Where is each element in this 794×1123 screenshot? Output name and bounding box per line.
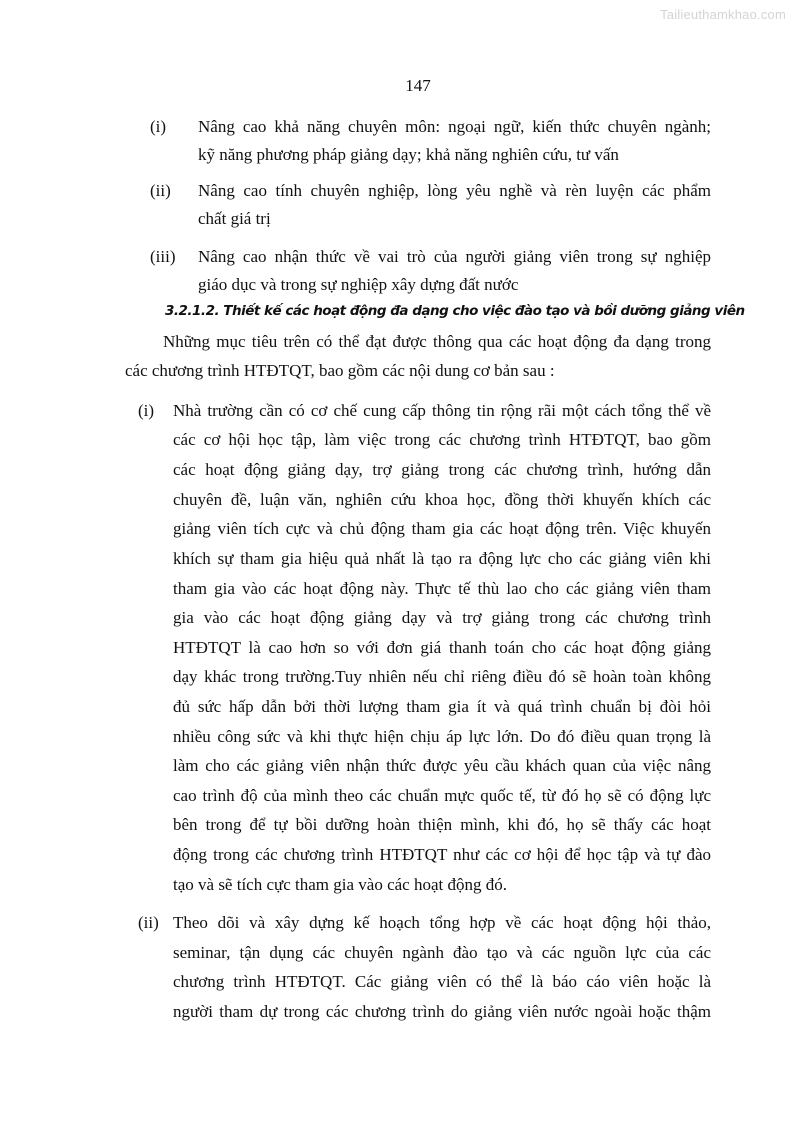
- list-item-line: Nâng cao tính chuyên nghiệp, lòng yêu nghề và rèn luyện các phẩm: [198, 181, 711, 200]
- page-number: 147: [405, 76, 431, 95]
- list-item-line: làm cho các giảng viên nhận thức được yêu cầu khách quan của việc nâng: [173, 756, 711, 775]
- list-item-line: giáo dục và trong sự nghiệp xây dựng đất nước: [198, 275, 519, 294]
- list-item-line: gia vào các hoạt động giảng dạy và trợ giảng trong các chương trình: [173, 608, 711, 627]
- list-item-line: Theo dõi và xây dựng kế hoạch tổng hợp về các hoạt động hội thảo,: [173, 913, 711, 932]
- watermark: Tailieuthamkhao.com: [660, 7, 786, 22]
- list-item-line: tham gia vào các hoạt động này. Thực tế thù lao cho các giảng viên tham: [173, 579, 711, 598]
- list-item-line: dạy khác trong trường.Tuy nhiên nếu chỉ riêng điều đó sẽ hoàn toàn không: [173, 667, 711, 686]
- list-marker: (ii): [138, 913, 159, 932]
- list-item-line: các hoạt động giảng dạy, trợ giảng trong các chương trình, hướng dẫn: [173, 460, 711, 479]
- list-item-line: chất giá trị: [198, 209, 271, 228]
- list-item-line: nhiều công sức và khi thực hiện chịu áp lực lớn. Do đó điều quan trọng là: [173, 727, 711, 746]
- list-item-line: khích sự tham gia hiệu quả nhất là tạo ra động lực cho các giảng viên khi: [173, 549, 711, 568]
- list-item-line: tạo và sẽ tích cực tham gia vào các hoạt động đó.: [173, 875, 507, 894]
- list-item-line: chương trình HTĐTQT. Các giảng viên có thể là báo cáo viên hoặc là: [173, 972, 711, 991]
- list-item-line: chuyên đề, luận văn, nghiên cứu khoa học, đồng thời khuyến khích các: [173, 490, 711, 509]
- list-item-line: các cơ hội học tập, làm việc trong các chương trình HTĐTQT, bao gồm: [173, 430, 711, 449]
- list-item-line: Nâng cao khả năng chuyên môn: ngoại ngữ, kiến thức chuyên ngành;: [198, 117, 711, 136]
- list-item-line: động trong các chương trình HTĐTQT như các cơ hội để học tập và tự đào: [173, 845, 711, 864]
- list-item-line: kỹ năng phương pháp giảng dạy; khả năng nghiên cứu, tư vấn: [198, 145, 619, 164]
- list-item-line: Nhà trường cần có cơ chế cung cấp thông tin rộng rãi một cách tổng thể về: [173, 401, 711, 420]
- list-item-line: Nâng cao nhận thức về vai trò của người giảng viên trong sự nghiệp: [198, 247, 711, 266]
- section-heading: 3.2.1.2. Thiết kế các hoạt động đa dạng cho việc đào tạo và bồi dưỡng giảng viên: [165, 303, 745, 319]
- list-item-line: giảng viên tích cực và chủ động tham gia các hoạt động trên. Việc khuyến: [173, 519, 711, 538]
- list-marker: (ii): [150, 181, 171, 200]
- list-marker: (iii): [150, 247, 176, 266]
- intro-line: các chương trình HTĐTQT, bao gồm các nội dung cơ bản sau :: [125, 361, 555, 380]
- list-item-line: bên trong để tự bồi dưỡng hoàn thiện mình, khi đó, họ sẽ thấy các hoạt: [173, 815, 711, 834]
- list-item-line: seminar, tận dụng các chuyên ngành đào tạo và các nguồn lực của các: [173, 943, 711, 962]
- intro-line: Những mục tiêu trên có thể đạt được thông qua các hoạt động đa dạng trong: [163, 332, 711, 351]
- list-item-line: người tham dự trong các chương trình do giảng viên nước ngoài hoặc thậm: [173, 1002, 711, 1021]
- list-marker: (i): [150, 117, 167, 136]
- list-item-line: HTĐTQT là cao hơn so với đơn giá thanh toán cho các hoạt động giảng: [173, 638, 711, 657]
- list-item-line: cao trình độ của mình theo các chuẩn mực quốc tế, từ đó họ sẽ có động lực: [173, 786, 711, 805]
- list-marker: (i): [138, 401, 155, 420]
- list-item-line: đủ sức hấp dẫn bởi thời lượng tham gia ít và quá trình chuẩn bị đòi hỏi: [173, 697, 711, 716]
